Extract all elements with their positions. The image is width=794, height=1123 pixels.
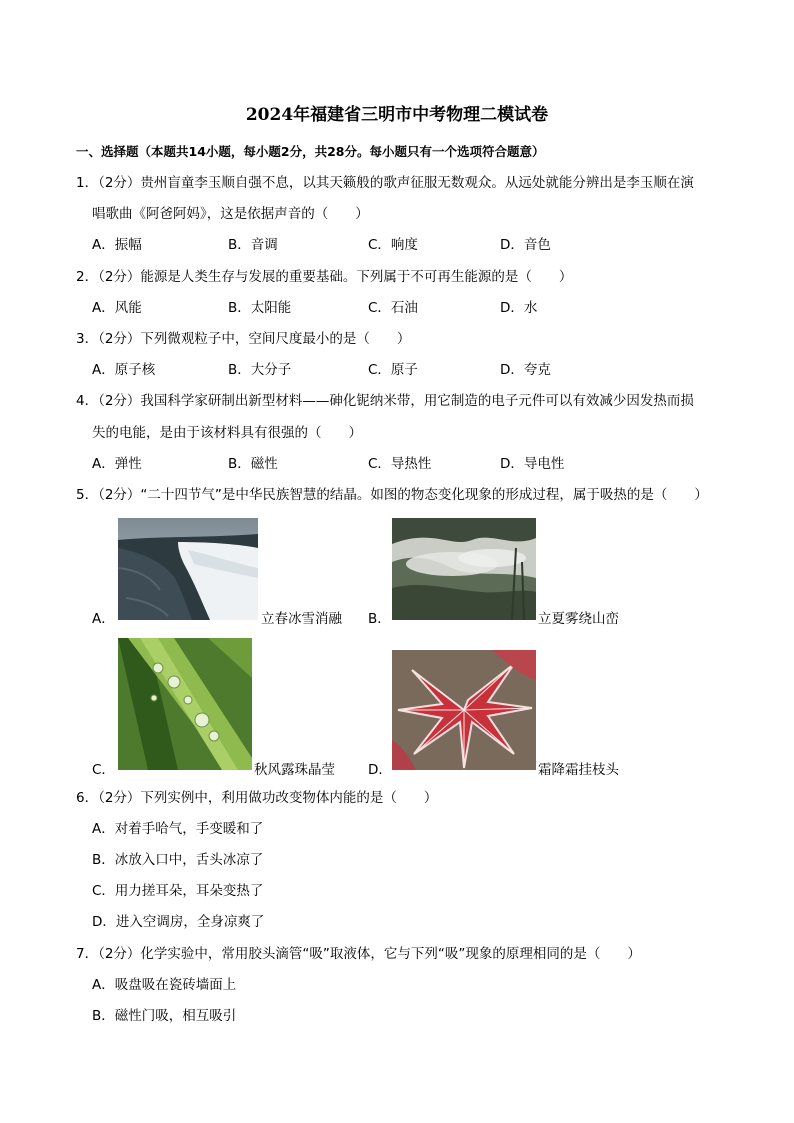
- question-1-stem-line-1: 1．（2分）贵州盲童李玉顺自强不息，以其天籁般的歌声征服无数观众。从远处就能分辨出是李玉顺在演: [76, 175, 694, 191]
- question-6-option-a[interactable]: A．对着手哈气，手变暖和了: [92, 821, 264, 837]
- question-1-option-c[interactable]: C．响度: [368, 237, 418, 253]
- question-3-option-c[interactable]: C．原子: [368, 362, 418, 378]
- question-4-option-b[interactable]: B．磁性: [228, 456, 278, 472]
- question-6-option-b[interactable]: B．冰放入口中，舌头冰凉了: [92, 852, 264, 868]
- question-1-stem-line-2: 唱歌曲《阿爸阿妈》，这是依据声音的（ ）: [92, 206, 369, 222]
- question-2-option-c[interactable]: C．石油: [368, 300, 418, 316]
- question-5-option-c-letter[interactable]: C．: [92, 762, 115, 778]
- question-6-option-d[interactable]: D．进入空调房，全身凉爽了: [92, 914, 265, 930]
- question-5-option-d-letter[interactable]: D．: [368, 762, 392, 778]
- question-4-stem-line-2: 失的电能，是由于该材料具有很强的（ ）: [92, 425, 362, 441]
- dew-drops-photo[interactable]: [118, 638, 252, 770]
- question-4-option-c[interactable]: C．导热性: [368, 456, 432, 472]
- question-6-option-c[interactable]: C．用力搓耳朵，耳朵变热了: [92, 883, 264, 899]
- question-1-option-d[interactable]: D．音色: [500, 237, 551, 253]
- question-5-option-c-caption: 秋风露珠晶莹: [254, 762, 335, 778]
- question-4-option-a[interactable]: A．弹性: [92, 456, 142, 472]
- question-2-stem: 2．（2分）能源是人类生存与发展的重要基础。下列属于不可再生能源的是（ ）: [76, 269, 573, 285]
- question-3-option-d[interactable]: D．夸克: [500, 362, 551, 378]
- question-7-stem: 7．（2分）化学实验中，常用胶头滴管“吸”取液体，它与下列“吸”现象的原理相同的是（ ）: [76, 946, 641, 962]
- exam-title: 2024年福建省三明市中考物理二模试卷: [245, 105, 549, 125]
- mountain-fog-photo[interactable]: [392, 518, 536, 620]
- question-7-option-a[interactable]: A．吸盘吸在瓷砖墙面上: [92, 977, 237, 993]
- frosted-leaf-photo[interactable]: [392, 650, 536, 770]
- question-2-option-b[interactable]: B．太阳能: [228, 300, 292, 316]
- question-5-option-b-caption: 立夏雾绕山峦: [538, 611, 619, 627]
- question-2-option-d[interactable]: D．水: [500, 300, 538, 316]
- question-4-option-d[interactable]: D．导电性: [500, 456, 565, 472]
- section-heading: 一、选择题（本题共14小题，每小题2分，共28分。每小题只有一个选项符合题意）: [76, 144, 545, 159]
- question-4-stem-line-1: 4．（2分）我国科学家研制出新型材料——砷化铌纳米带，用它制造的电子元件可以有效减少因发热而损: [76, 393, 694, 409]
- question-7-option-b[interactable]: B．磁性门吸，相互吸引: [92, 1008, 237, 1024]
- melting-ice-photo[interactable]: [118, 518, 258, 620]
- question-5-option-a-letter[interactable]: A．: [92, 611, 115, 627]
- question-5-stem: 5．（2分）“二十四节气”是中华民族智慧的结晶。如图的物态变化现象的形成过程，属于吸热的是（ ）: [76, 487, 708, 503]
- question-5-option-d-caption: 霜降霜挂枝头: [538, 762, 619, 778]
- question-5-option-b-letter[interactable]: B．: [368, 611, 391, 627]
- question-3-option-b[interactable]: B．大分子: [228, 362, 292, 378]
- question-3-stem: 3．（2分）下列微观粒子中，空间尺度最小的是（ ）: [76, 331, 411, 347]
- question-2-option-a[interactable]: A．风能: [92, 300, 142, 316]
- question-1-option-b[interactable]: B．音调: [228, 237, 278, 253]
- question-5-option-a-caption: 立春冰雪消融: [261, 611, 342, 627]
- question-6-stem: 6．（2分）下列实例中，利用做功改变物体内能的是（ ）: [76, 790, 438, 806]
- question-3-option-a[interactable]: A．原子核: [92, 362, 156, 378]
- question-1-option-a[interactable]: A．振幅: [92, 237, 142, 253]
